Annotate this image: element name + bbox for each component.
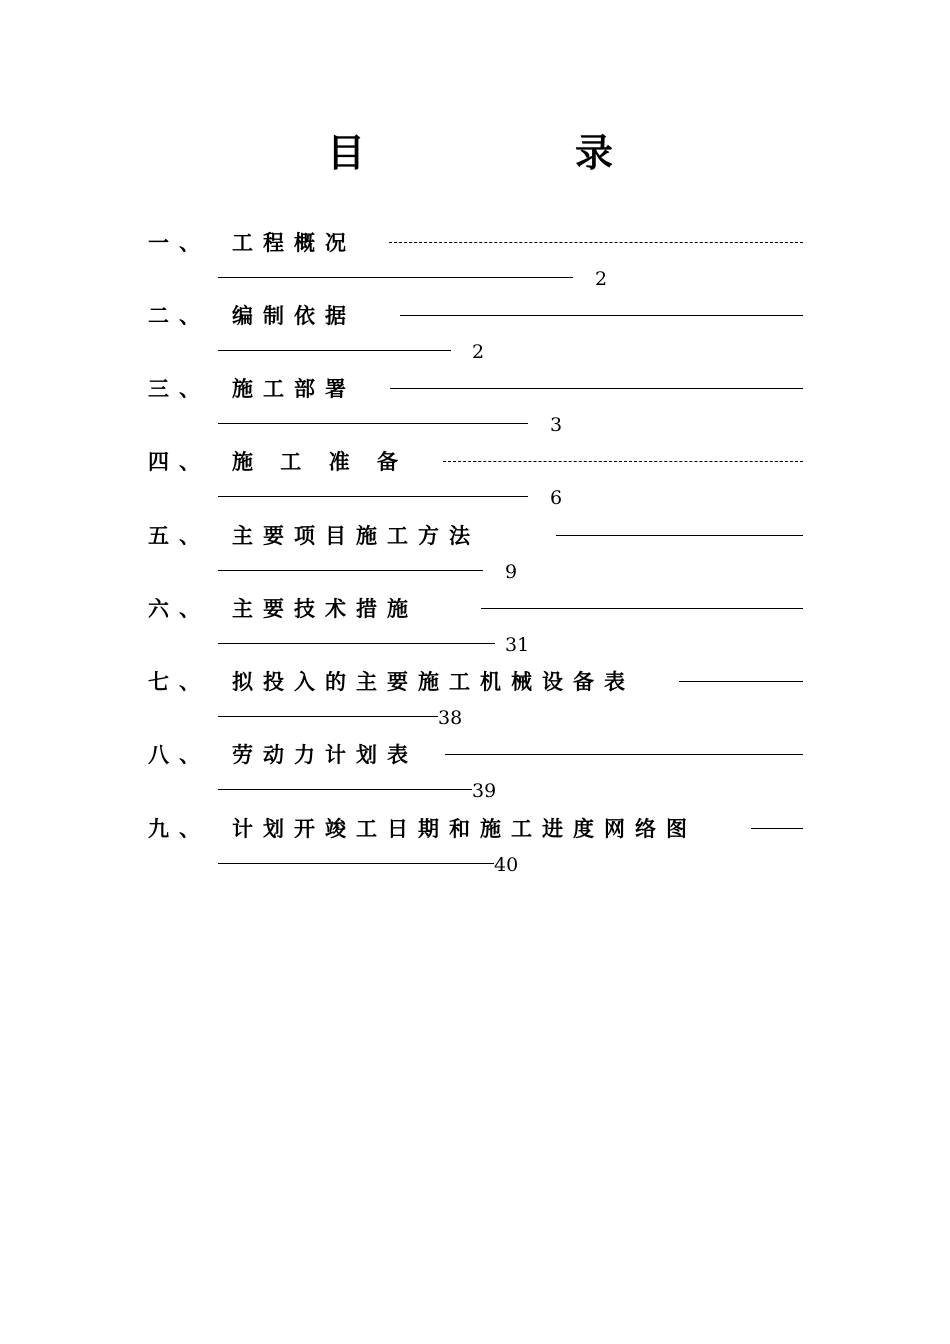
toc-leader	[445, 754, 803, 755]
toc-entry-number: 五、	[148, 524, 210, 548]
toc-entry-line	[148, 594, 803, 624]
toc-page-number: 9	[505, 561, 518, 583]
toc-leader	[218, 570, 483, 571]
toc-entry-line	[148, 667, 803, 697]
title-char-2: 录	[575, 131, 614, 175]
toc-entry-continuation	[218, 850, 818, 880]
toc-entry[interactable]	[0, 301, 950, 371]
toc-entry[interactable]	[0, 814, 950, 884]
toc-leader	[679, 681, 803, 682]
toc-entry-line	[148, 374, 803, 404]
toc-entry[interactable]	[0, 740, 950, 810]
toc-entry-label: 劳动力计划表	[232, 743, 418, 767]
toc-page-number: 31	[505, 634, 530, 656]
toc-entry-number: 七、	[148, 670, 210, 694]
toc-entry-label: 工程概况	[232, 231, 356, 255]
toc-entry-continuation	[218, 410, 818, 440]
toc-entry-number: 三、	[148, 377, 210, 401]
toc-entry-number: 二、	[148, 304, 210, 328]
toc-entry-label: 施工部署	[232, 377, 356, 401]
toc-page-number: 3	[550, 414, 563, 436]
toc-entry[interactable]	[0, 594, 950, 664]
toc-entry-label: 拟投入的主要施工机械设备表	[232, 670, 635, 694]
toc-leader	[218, 496, 528, 497]
toc-page-number: 2	[472, 341, 485, 363]
toc-entry[interactable]	[0, 374, 950, 444]
page-title	[0, 128, 950, 178]
toc-leader	[751, 828, 803, 829]
toc-entry-line	[148, 814, 803, 844]
toc-entry-continuation	[218, 337, 818, 367]
toc-entry-label: 施 工 准 备	[232, 450, 408, 474]
toc-entry-number: 九、	[148, 817, 210, 841]
toc-leader	[218, 863, 494, 864]
toc-entry-line	[148, 740, 803, 770]
toc-leader	[443, 461, 803, 462]
toc-leader	[389, 242, 803, 243]
toc-leader	[390, 388, 803, 389]
toc-entry[interactable]	[0, 667, 950, 737]
toc-entry-number: 四、	[148, 450, 210, 474]
toc-leader	[400, 315, 803, 316]
toc-leader	[218, 350, 451, 351]
toc-entry-continuation	[218, 630, 818, 660]
toc-leader	[218, 716, 438, 717]
toc-entry-number: 八、	[148, 743, 210, 767]
toc-entry[interactable]	[0, 447, 950, 517]
toc-leader	[218, 277, 573, 278]
toc-entry-number: 六、	[148, 597, 210, 621]
toc-entry-continuation	[218, 557, 818, 587]
toc-entry[interactable]	[0, 228, 950, 298]
toc-entry-continuation	[218, 776, 818, 806]
toc-page-number: 38	[438, 707, 463, 729]
toc-entry-label: 编制依据	[232, 304, 356, 328]
toc-page-number: 6	[550, 487, 563, 509]
toc-entry-number: 一、	[148, 231, 210, 255]
toc-entry-line	[148, 301, 803, 331]
toc-entry-line	[148, 228, 803, 258]
toc-leader	[481, 608, 803, 609]
toc-leader	[218, 789, 472, 790]
toc-leader	[218, 423, 528, 424]
toc-entry-line	[148, 447, 803, 477]
toc-entry-label: 主要项目施工方法	[232, 524, 480, 548]
toc-page-number: 2	[595, 268, 608, 290]
toc-page-number: 40	[494, 854, 519, 876]
toc-page-number: 39	[472, 780, 497, 802]
title-char-1: 目	[327, 131, 366, 175]
toc-entry-label: 计划开竣工日期和施工进度网络图	[232, 817, 697, 841]
toc-entry-continuation	[218, 483, 818, 513]
toc-entry[interactable]	[0, 521, 950, 591]
toc-entry-continuation	[218, 703, 818, 733]
toc-leader	[556, 535, 803, 536]
toc-entry-label: 主要技术措施	[232, 597, 418, 621]
toc-leader	[218, 643, 495, 644]
toc-entry-continuation	[218, 264, 818, 294]
toc-entry-line	[148, 521, 803, 551]
